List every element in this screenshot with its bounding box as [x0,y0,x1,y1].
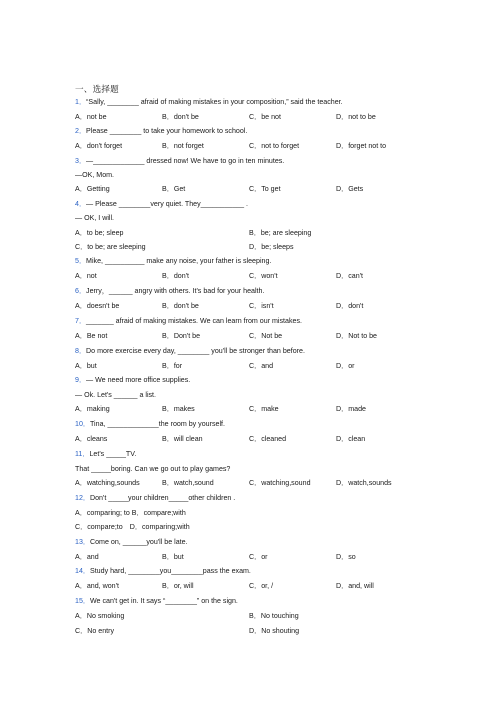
option-c[interactable]: C．won't [249,272,278,280]
option-c[interactable]: C．watching,sound [249,479,311,487]
option-b[interactable]: B．be; are sleeping [249,229,312,237]
option-d[interactable]: D．forget not to [336,142,387,150]
question-number: 5． [75,257,87,265]
option-c[interactable]: C．and [249,362,274,370]
option-c[interactable]: C．or [249,553,268,561]
option-a[interactable]: A．making [75,405,110,413]
option-b[interactable]: B．but [162,553,184,561]
question-11-stem: 11．Let's _____TV. [75,450,137,458]
option-d[interactable]: D．watch,sounds [336,479,392,487]
question-10-stem: 10．Tina, _____________the room by yourself. [75,420,225,428]
option-b[interactable]: B．Don't be [162,332,201,340]
question-12-stem: 12．Don't _____your children_____other children . [75,494,236,502]
option-d[interactable]: D．so [336,553,356,561]
question-number: 4． [75,200,87,208]
question-4-extra: — OK, I will. [75,214,115,222]
option-b[interactable]: B．makes [162,405,195,413]
option-a[interactable]: A．and, won't [75,582,119,590]
question-2-stem: 2．Please ________ to take your homework to school. [75,127,248,135]
option-a[interactable]: A．Getting [75,185,110,193]
question-number: 15． [75,597,90,605]
option-d[interactable]: D．No shouting [249,627,300,635]
option-a[interactable]: A．No smoking [75,612,125,620]
option-b[interactable]: B．for [162,362,183,370]
option-c[interactable]: C．be not [249,113,281,121]
question-9-stem: 9．— We need more office supplies. [75,376,191,384]
question-8-stem: 8．Do more exercise every day, ________ you'll be stronger than before. [75,347,305,355]
option-a[interactable]: A．cleans [75,435,108,443]
question-14-stem: 14．Study hard, ________you________pass the exam. [75,567,251,575]
question-11-extra: That _____boring. Can we go out to play games? [75,465,231,473]
option-c[interactable]: C．to be; are sleeping [75,243,146,251]
option-c[interactable]: C．To get [249,185,281,193]
option-a[interactable]: A．not [75,272,97,280]
question-number: 10． [75,420,90,428]
option-b[interactable]: B．don't be [162,302,199,310]
option-d[interactable]: D．Not to be [336,332,378,340]
question-12-options-row1[interactable]: A．comparing; to B．compare;with [75,509,186,517]
option-c[interactable]: C．Not be [249,332,283,340]
question-number: 7． [75,317,87,325]
question-12-options-row2[interactable]: C．compare;to D．comparing;with [75,523,190,531]
option-c[interactable]: C．not to forget [249,142,300,150]
option-b[interactable]: B．don't be [162,113,199,121]
option-a[interactable]: A．but [75,362,97,370]
question-number: 14． [75,567,90,575]
question-13-stem: 13．Come on, ______you'll be late. [75,538,188,546]
option-c[interactable]: C．No entry [75,627,115,635]
option-b[interactable]: B．No touching [249,612,299,620]
option-b[interactable]: B．Get [162,185,186,193]
option-b[interactable]: B．watch,sound [162,479,214,487]
option-a[interactable]: A．and [75,553,99,561]
question-5-stem: 5．Mike, __________ make any noise, your father is sleeping. [75,257,272,265]
option-d[interactable]: D．not to be [336,113,376,121]
question-9-extra: — Ok. Let's ______ a list. [75,391,157,399]
question-number: 13． [75,538,90,546]
question-number: 11． [75,450,90,458]
option-b[interactable]: B．not forget [162,142,204,150]
option-a[interactable]: A．don't forget [75,142,123,150]
question-7-stem: 7．_______ afraid of making mistakes. We can learn from our mistakes. [75,317,302,325]
option-d[interactable]: D．don't [336,302,364,310]
question-number: 3． [75,157,87,165]
option-d[interactable]: D．be; sleeps [249,243,294,251]
question-1-stem: 1．“Sally, ________ afraid of making mistakes in your composition,” said the teacher. [75,98,343,106]
option-d[interactable]: D．Gets [336,185,364,193]
question-number: 2． [75,127,87,135]
option-a[interactable]: A．doesn't be [75,302,120,310]
question-number: 9． [75,376,87,384]
option-b[interactable]: B．don't [162,272,189,280]
question-number: 8． [75,347,87,355]
option-a[interactable]: A．not be [75,113,107,121]
option-c[interactable]: C．make [249,405,279,413]
question-15-stem: 15．We can't get in. It says “________” on the sign. [75,597,238,605]
option-d[interactable]: D．clean [336,435,366,443]
option-a[interactable]: A．watching,sounds [75,479,140,487]
question-6-stem: 6．Jerry，______ angry with others. It's bad for your health. [75,287,265,295]
option-a[interactable]: A．to be; sleep [75,229,124,237]
question-number: 1． [75,98,87,106]
question-4-stem: 4．— Please ________very quiet. They___________ . [75,200,249,208]
section-title: 一、选择题 [75,84,119,94]
option-c[interactable]: C．isn't [249,302,274,310]
question-3-extra: —OK, Mom. [75,171,115,179]
option-d[interactable]: D．and, will [336,582,374,590]
question-number: 6． [75,287,87,295]
option-b[interactable]: B．or, will [162,582,194,590]
option-d[interactable]: D．or [336,362,355,370]
option-c[interactable]: C．cleaned [249,435,287,443]
option-b[interactable]: B．will clean [162,435,203,443]
option-d[interactable]: D．can't [336,272,363,280]
question-number: 12． [75,494,90,502]
option-d[interactable]: D．made [336,405,366,413]
question-3-stem: 3．—_____________ dressed now! We have to go in ten minutes. [75,157,285,165]
option-a[interactable]: A．Be not [75,332,108,340]
option-c[interactable]: C．or, / [249,582,274,590]
